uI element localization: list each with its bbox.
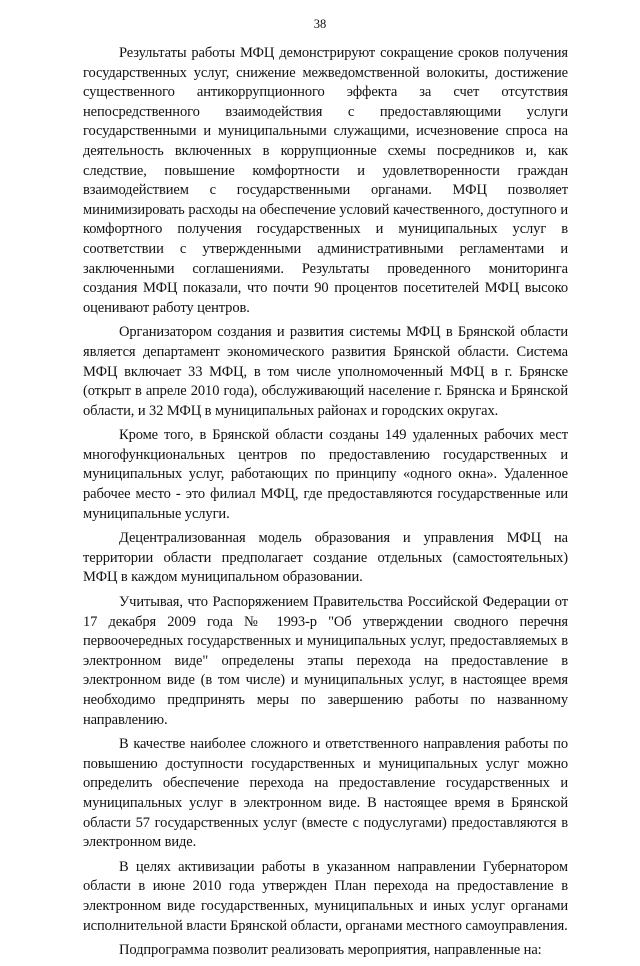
paragraph-electronic-services: В качестве наиболее сложного и ответственного направления работы по повышению доступности государственных и муниципальных услуг можно определить обеспечение перехода на предоставление государственных и муниципальных услуг в электронном виде. В настоящее время в Брянской области 57 государственных услуг (вместе с подуслугами) предоставляются в электронном виде.: [83, 736, 568, 851]
paragraph-transition-plan: В целях активизации работы в указанном направлении Губернатором области в июне 2010 года утвержден План перехода на предоставление в электронном виде государственных, муниципальных и иных услуг органами исполнительной власти Брянской области, органами местного самоуправления.: [83, 858, 568, 934]
paragraph-government-order: Учитывая, что Распоряжением Правительства Российской Федерации от 17 декабря 2009 года № 1993-р "Об утверждении сводного перечня первоочередных государственных и муниципальных услуг, предоставляемых в электронном виде" определены этапы перехода на предоставление в электронном виде (в том числе) и муниципальных услуг, в настоящее время необходимо предпринять меры по завершению работы по названному направлению.: [83, 594, 568, 728]
paragraph-remote-workplaces: Кроме того, в Брянской области созданы 149 удаленных рабочих мест многофункциональных центров по предоставлению государственных и муниципальных услуг, работающих по принципу «одного окна». Удаленное рабочее место - это филиал МФЦ, где предоставляются государственные или муниципальные услуги.: [83, 427, 568, 522]
page-number: 38: [313, 17, 327, 31]
document-body: [83, 44, 568, 966]
paragraph-subprogram: Подпрограмма позволит реализовать мероприятия, направленные на:: [119, 942, 542, 959]
paragraph-decentralized-model: Децентрализованная модель образования и управления МФЦ на территории области предполагает создание отдельных (самостоятельных) МФЦ в каждом муниципальном образовании.: [83, 530, 568, 586]
paragraph-mfc-results: Результаты работы МФЦ демонстрируют сокращение сроков получения государственных услуг, снижение межведомственной волокиты, достижение существенного антикоррупционного эффекта за счет отсутствия непосредственного взаимодействия с предоставляющими услуги государственными и муниципальными служащими, исчезновение спроса на деятельность включенных в коррупционные схемы посредников и, как следствие, повышение комфортности и удовлетворенности граждан взаимодействием с государственными органами. МФЦ позволяет минимизировать расходы на обеспечение условий качественного, доступного и комфортного получения государственных и муниципальных услуг в соответствии с утвержденными административными регламентами и заключенными соглашениями. Результаты проведенного мониторинга создания МФЦ показали, что почти 90 процентов посетителей МФЦ высоко оценивают работу центров.: [83, 45, 568, 316]
paragraph-mfc-organizer: Организатором создания и развития системы МФЦ в Брянской области является департамент экономического развития Брянской области. Система МФЦ включает 33 МФЦ, в том числе уполномоченный МФЦ в г. Брянске (открыт в апреле 2010 года), обслуживающий население г. Брянска и Брянской области, и 32 МФЦ в муниципальных районах и городских округах.: [83, 324, 568, 419]
